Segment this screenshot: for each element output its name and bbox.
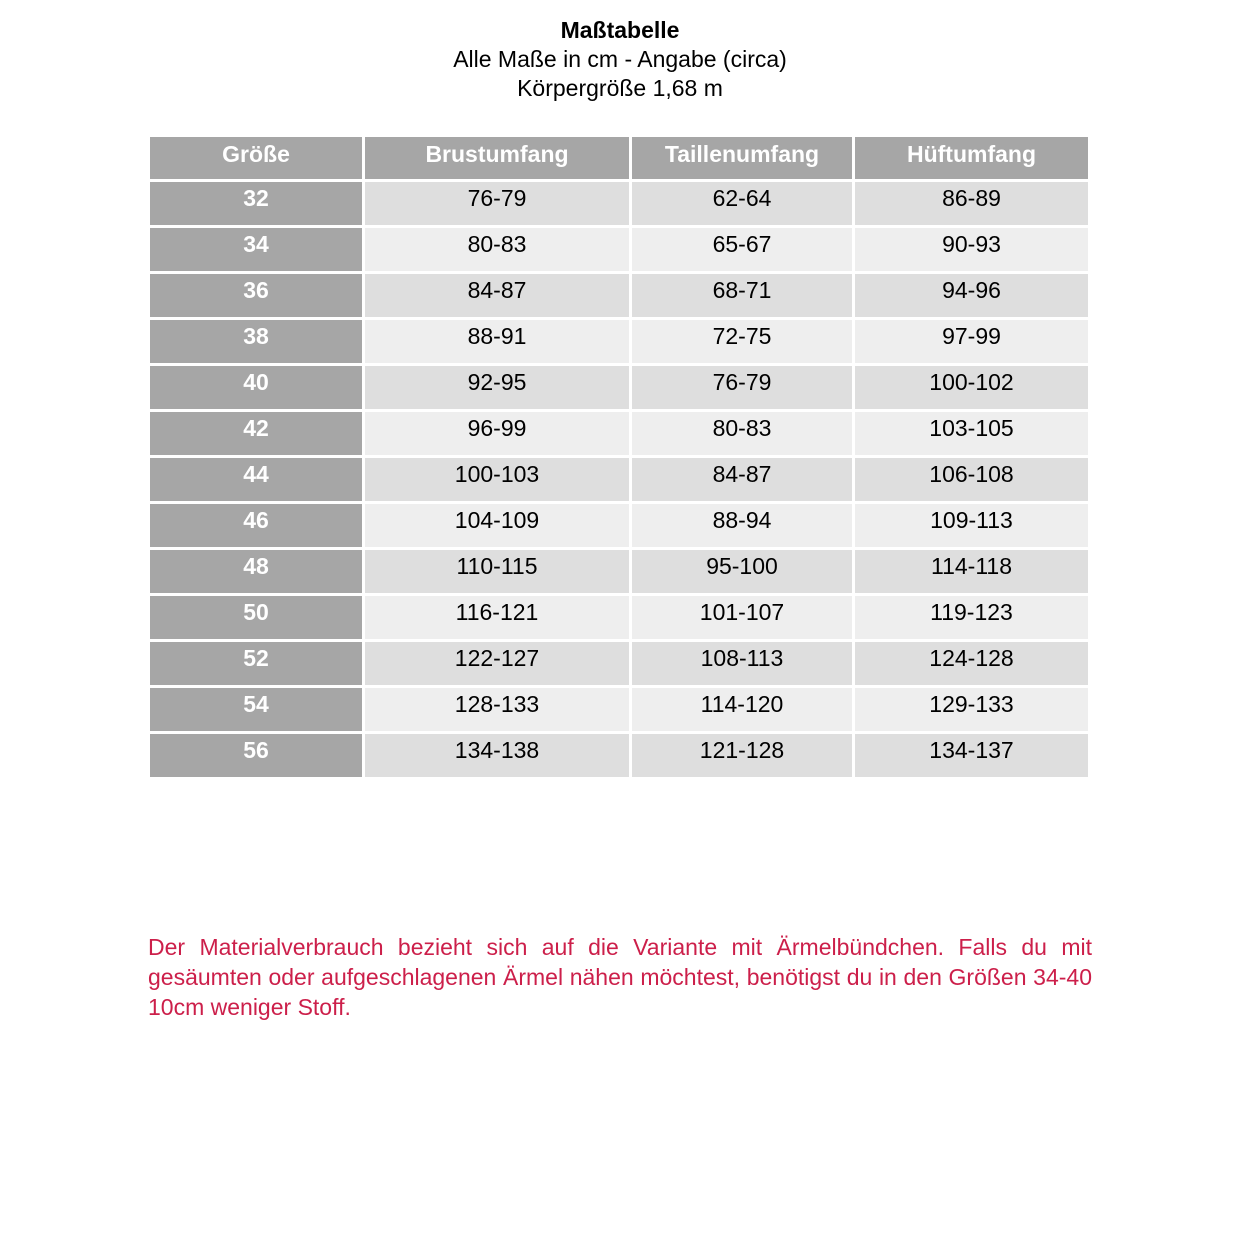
body-height-note: Körpergröße 1,68 m — [517, 75, 723, 101]
table-row — [150, 320, 1088, 363]
chest-cell: 80-83 — [365, 228, 629, 271]
waist-cell: 101-107 — [632, 596, 852, 639]
waist-cell: 114-120 — [632, 688, 852, 731]
table-header-row — [150, 137, 1088, 179]
hip-cell: 100-102 — [855, 366, 1088, 409]
hip-cell: 103-105 — [855, 412, 1088, 455]
size-cell: 46 — [150, 504, 362, 547]
chest-cell: 96-99 — [365, 412, 629, 455]
size-table — [147, 134, 1091, 780]
chest-cell: 128-133 — [365, 688, 629, 731]
size-cell: 40 — [150, 366, 362, 409]
waist-cell: 65-67 — [632, 228, 852, 271]
table-row — [150, 642, 1088, 685]
hip-cell: 114-118 — [855, 550, 1088, 593]
waist-cell: 88-94 — [632, 504, 852, 547]
column-header-waist: Taillenumfang — [632, 137, 852, 179]
size-cell: 56 — [150, 734, 362, 777]
column-header-size: Größe — [150, 137, 362, 179]
table-row — [150, 228, 1088, 271]
chest-cell: 116-121 — [365, 596, 629, 639]
table-row — [150, 366, 1088, 409]
hip-cell: 97-99 — [855, 320, 1088, 363]
size-cell: 36 — [150, 274, 362, 317]
column-header-hip: Hüftumfang — [855, 137, 1088, 179]
table-row — [150, 550, 1088, 593]
table-row — [150, 412, 1088, 455]
size-cell: 52 — [150, 642, 362, 685]
page-subtitle: Alle Maße in cm - Angabe (circa) — [453, 46, 787, 72]
table-body — [150, 182, 1088, 777]
waist-cell: 62-64 — [632, 182, 852, 225]
material-note: Der Materialverbrauch bezieht sich auf die Variante mit Ärmelbündchen. Falls du mit gesäumten oder aufgeschlagenen Ärmel nähen möchtest, benötigst du in den Größen 34-40 10cm weniger Stoff. — [148, 934, 1092, 1020]
table-row — [150, 688, 1088, 731]
waist-cell: 84-87 — [632, 458, 852, 501]
chest-cell: 92-95 — [365, 366, 629, 409]
hip-cell: 106-108 — [855, 458, 1088, 501]
hip-cell: 134-137 — [855, 734, 1088, 777]
size-cell: 42 — [150, 412, 362, 455]
waist-cell: 72-75 — [632, 320, 852, 363]
chest-cell: 104-109 — [365, 504, 629, 547]
size-cell: 34 — [150, 228, 362, 271]
table-row — [150, 458, 1088, 501]
chest-cell: 76-79 — [365, 182, 629, 225]
waist-cell: 121-128 — [632, 734, 852, 777]
hip-cell: 109-113 — [855, 504, 1088, 547]
waist-cell: 80-83 — [632, 412, 852, 455]
chest-cell: 134-138 — [365, 734, 629, 777]
size-cell: 38 — [150, 320, 362, 363]
size-cell: 54 — [150, 688, 362, 731]
waist-cell: 95-100 — [632, 550, 852, 593]
chest-cell: 84-87 — [365, 274, 629, 317]
size-cell: 32 — [150, 182, 362, 225]
hip-cell: 119-123 — [855, 596, 1088, 639]
column-header-chest: Brustumfang — [365, 137, 629, 179]
size-cell: 44 — [150, 458, 362, 501]
title-block — [0, 16, 1240, 103]
page-title: Maßtabelle — [560, 17, 680, 43]
hip-cell: 90-93 — [855, 228, 1088, 271]
waist-cell: 76-79 — [632, 366, 852, 409]
table-row — [150, 182, 1088, 225]
hip-cell: 129-133 — [855, 688, 1088, 731]
waist-cell: 108-113 — [632, 642, 852, 685]
chest-cell: 122-127 — [365, 642, 629, 685]
chest-cell: 88-91 — [365, 320, 629, 363]
size-cell: 48 — [150, 550, 362, 593]
table-row — [150, 596, 1088, 639]
hip-cell: 124-128 — [855, 642, 1088, 685]
hip-cell: 94-96 — [855, 274, 1088, 317]
size-cell: 50 — [150, 596, 362, 639]
table-row — [150, 504, 1088, 547]
table-row — [150, 274, 1088, 317]
table-row — [150, 734, 1088, 777]
chest-cell: 100-103 — [365, 458, 629, 501]
hip-cell: 86-89 — [855, 182, 1088, 225]
chest-cell: 110-115 — [365, 550, 629, 593]
waist-cell: 68-71 — [632, 274, 852, 317]
